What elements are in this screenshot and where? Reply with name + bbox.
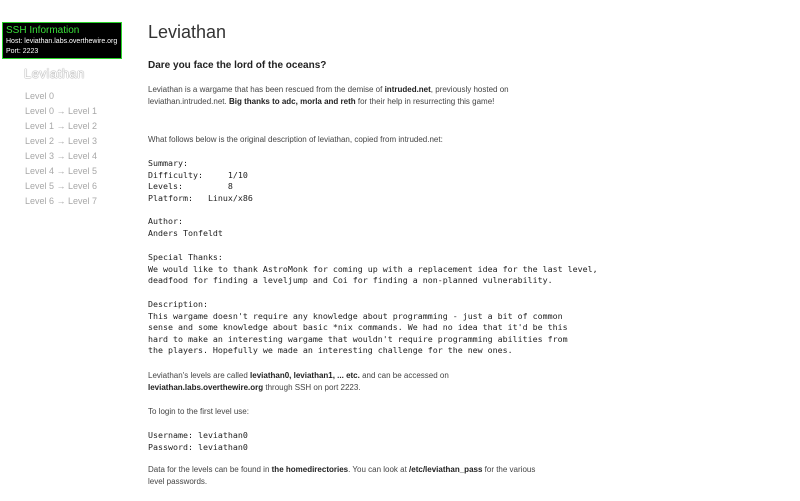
ssh-info-title: SSH Information xyxy=(6,25,80,36)
levels-names: leviathan0, leviathan1, ... etc. xyxy=(250,371,360,380)
thanks-text: Big thanks to adc, morla and reth xyxy=(228,97,356,106)
intruded-link[interactable]: intruded.net xyxy=(384,85,431,94)
ssh-port: Port: 2223 xyxy=(6,48,39,55)
sidebar-item-level-3-4[interactable]: Level 3 → Level 4 xyxy=(25,151,98,161)
sidebar-item-level-6-7[interactable]: Level 6 → Level 7 xyxy=(25,196,98,206)
sidebar-item-level-0-1[interactable]: Level 0 → Level 1 xyxy=(25,106,98,116)
ssh-host: Host: leviathan.labs.overthewire.org xyxy=(6,38,118,45)
sidebar-title: Leviathan xyxy=(24,66,85,81)
page-subtitle: Dare you face the lord of the oceans? xyxy=(148,60,327,71)
sidebar-item-level-2-3[interactable]: Level 2 → Level 3 xyxy=(25,136,98,146)
levels-paragraph: Leviathan's levels are called leviathan0, leviathan1, ... etc. and can be accessed on leviathan.labs.overthewire.org through SSH on port 2223. xyxy=(148,371,449,392)
host-name: leviathan.labs.overthewire.org xyxy=(148,383,264,392)
author-block: Author: Anders Tonfeldt xyxy=(148,216,223,238)
sidebar-item-level-1-2[interactable]: Level 1 → Level 2 xyxy=(25,121,98,131)
intro-paragraph: Leviathan is a wargame that has been rescued from the demise of intruded.net, previously hosted on leviathan.intruded.net. Big thanks to adc, morla and reth for their help in resurrecting this game! xyxy=(148,85,509,106)
sidebar-nav xyxy=(25,89,97,209)
description-block: Description: This wargame doesn't require any knowledge about programming - just a bit of common sense and some knowledge about basic *nix commands. We had no idea that it'd be this hard to make an interesting wargame that wouldn't require programming abilities from the players. Hopefully we made an interesting challenge for the new ones. xyxy=(148,299,568,355)
login-intro: To login to the first level use: xyxy=(148,407,249,416)
ssh-info-box xyxy=(2,22,122,59)
thanks-block: Special Thanks: We would like to thank AstroMonk for coming up with a replacement idea for the last level, deadfood for finding a leveljump and Coi for finding a non-planned vulnerability. xyxy=(148,252,598,285)
follows-paragraph: What follows below is the original description of leviathan, copied from intruded.net: xyxy=(148,135,443,144)
data-paragraph: Data for the levels can be found in the homedirectories. You can look at /etc/leviathan_pass for the various level passwords. xyxy=(148,465,536,486)
login-block: Username: leviathan0 Password: leviathan0 xyxy=(148,430,248,452)
page-title: Leviathan xyxy=(148,22,227,42)
sidebar-item-level-4-5[interactable]: Level 4 → Level 5 xyxy=(25,166,98,176)
sidebar-item-level-0[interactable]: Level 0 xyxy=(25,91,55,101)
pass-path: /etc/leviathan_pass xyxy=(409,465,483,474)
sidebar-item-level-5-6[interactable]: Level 5 → Level 6 xyxy=(25,181,98,191)
summary-block: Summary: Difficulty: 1/10 Levels: 8 Platform: Linux/x86 xyxy=(148,158,253,203)
homedirectories-link[interactable]: the homedirectories xyxy=(271,465,349,474)
